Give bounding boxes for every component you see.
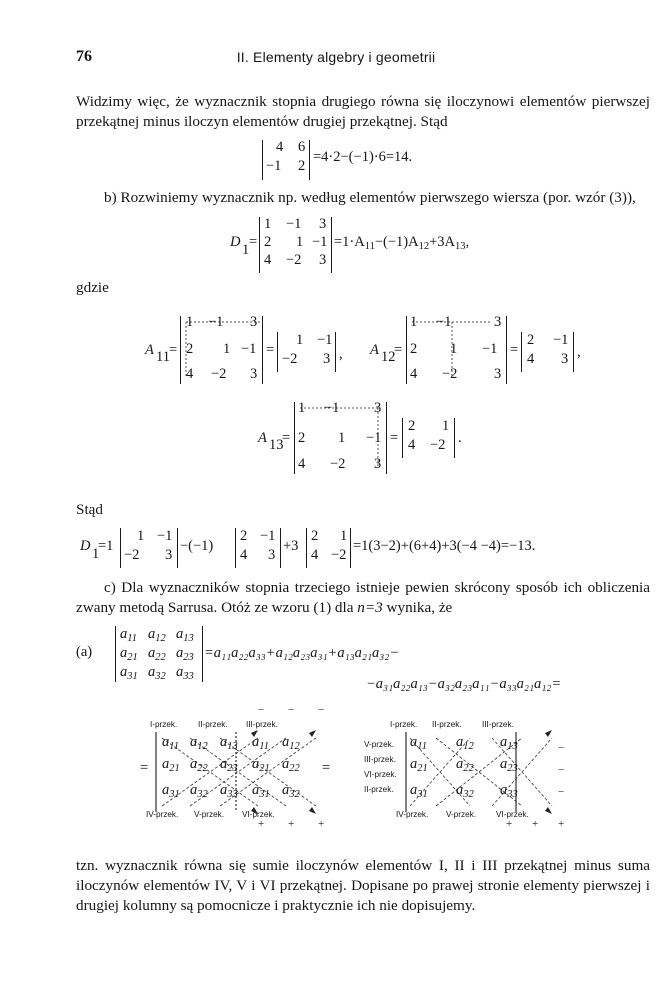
equals-sign: = [322,760,331,776]
part-c-text: c) Dla wyznaczników stopnia trzeciego istnieje pewien skrócony sposób ich obliczenia zwany metodą Sarrusa. Otóż ze wzoru (1) dla [76,579,650,616]
matrix-cell: −1 [436,314,452,330]
coef: +3 [283,538,299,554]
matrix-cell: 1 [296,332,304,348]
sarrus-cell: $a_{11}$ [252,734,269,752]
matrix-cell: 1 [264,216,272,232]
matrix-cell: 1 [137,528,145,544]
equation-label: (a) [76,644,93,660]
sarrus-cell: $a_{11}$ [410,734,427,752]
intro-rhs: =4·2−(−1)·6=14. [313,149,413,165]
minor-label: A [145,342,154,358]
det-bar-left [306,528,307,568]
sarrus-cell: $a_{33}$ [220,782,238,800]
sarrus-cell: $a_{13}$ [500,734,518,752]
matrix-cell: −1 [266,158,282,174]
matrix-cell: 1 [340,528,348,544]
det-bar-left [259,217,260,273]
matrix-cell: −2 [124,547,140,563]
matrix-cell: −1 [312,234,328,250]
d1-subscript: 1 [92,546,100,562]
sarrus-cell: $a_{23}$ [220,756,238,774]
matrix-cell: −1 [260,528,276,544]
diagonal-label: V-przek. [194,810,225,819]
rhs-term: , [465,234,470,250]
matrix-cell: $a_{13}$ [176,626,194,644]
equals-sign: = [249,234,258,250]
d1-symbol: D [80,538,91,554]
minor-label: A [258,430,267,446]
formula-line-1: =a₁₁a₂₂a₃₃+a₁₂a₂₃a₃₁+a₁₃a₂₁a₃₂− [204,645,400,661]
matrix-cell: $a_{12}$ [148,626,166,644]
matrix-cell: −1 [157,528,173,544]
matrix-cell: −2 [430,437,446,453]
sarrus-cell: $a_{21}$ [162,756,180,774]
matrix-cell: 1 [410,314,418,330]
minor-tail: , [577,344,581,360]
matrix-cell: 4 [311,547,319,563]
diagonal-label: VI-przek. [242,810,275,819]
plus-sign: + [532,818,539,830]
matrix-cell: 6 [298,139,306,155]
diagonal-label: I-przek. [390,720,418,729]
det-bar-right [309,140,310,180]
matrix-cell: −1 [317,332,333,348]
matrix-cell: 2 [408,418,416,434]
matrix-cell: −1 [366,430,382,446]
matrix-cell: $a_{33}$ [176,664,194,682]
page-header [0,48,672,70]
sarrus-cell: $a_{23}$ [500,756,518,774]
equals-sign: = [282,430,291,446]
gdzie-word: gdzie [76,279,109,296]
matrix-cell: 1 [296,234,304,250]
intro-paragraph: Widzimy więc, że wyznacznik stopnia drugiego równa się iloczynowi elementów pierwszej przekątnej minus iloczyn elementów drugiej przekątnej. Stąd [76,93,650,130]
det-bar-right [506,316,507,384]
det-bar-left [402,418,403,458]
matrix-cell: −1 [553,332,569,348]
matrix-cell: 4 [264,252,272,268]
matrix-cell: $a_{32}$ [148,664,166,682]
det-bar-left [277,332,278,372]
matrix-cell: 4 [240,547,248,563]
matrix-cell: −2 [442,366,458,382]
matrix-cell: $a_{31}$ [120,664,138,682]
sarrus-cell: $a_{33}$ [500,782,518,800]
matrix-cell: 3 [319,216,327,232]
matrix-cell: −1 [241,341,257,357]
matrix-cell: 4 [186,366,194,382]
d1-subscript: 1 [242,242,250,258]
plus-sign: + [318,818,325,830]
det-bar-right [350,528,351,568]
plus-sign: + [258,818,265,830]
matrix-cell: 1 [450,341,458,357]
part-c-paragraph [76,578,650,618]
intro-equation [262,136,502,182]
diagonal-label: IV-przek. [146,810,179,819]
sarrus-cell: $a_{31}$ [252,782,270,800]
rhs-term: =1·A [334,234,365,250]
sarrus-cell: $a_{12}$ [456,734,474,752]
matrix-cell: 3 [374,400,382,416]
sarrus-cell: $a_{12}$ [190,734,208,752]
matrix-cell: $a_{23}$ [176,645,194,663]
coef: =1 [98,538,114,554]
matrix-cell: 4 [298,456,306,472]
minor-a12 [370,314,600,386]
running-title: II. Elementy algebry i geometrii [236,49,436,65]
det-bar-right [331,217,332,273]
formula-line-2: −a₃₁a₂₂a₁₃−a₃₂a₂₃a₁₁−a₃₃a₂₁a₁₂= [366,676,562,692]
minor-subscript: 13 [269,437,284,453]
sarrus-cell: $a_{32}$ [190,782,208,800]
matrix-cell: −2 [286,252,302,268]
matrix-cell: −1 [324,400,340,416]
minor-tail: , [339,346,343,362]
matrix-cell: 3 [494,366,502,382]
sarrus-diagram [140,704,580,834]
d1-rhs [334,234,469,252]
matrix-cell: 2 [240,528,248,544]
equals-sign: = [510,342,519,358]
matrix-cell: 2 [410,341,418,357]
rhs-sub: 12 [418,241,430,252]
sarrus-formula [76,624,656,700]
det-bar-right [202,626,203,682]
det-bar-left [262,140,263,180]
sarrus-cell: $a_{22}$ [282,756,300,774]
diagonal-label: VI-przek. [496,810,529,819]
matrix-cell: 3 [250,366,258,382]
sarrus-cell: $a_{32}$ [456,782,474,800]
det-bar-right [280,528,281,568]
matrix-cell: 1 [442,418,450,434]
matrix-cell: 1 [223,341,231,357]
matrix-cell: 4 [410,366,418,382]
n-equals: n=3 [357,599,383,616]
matrix-cell: 4 [408,437,416,453]
det-bar-right [386,402,387,474]
diagonal-label: I-przek. [150,720,178,729]
matrix-cell: 3 [319,252,327,268]
matrix-cell: $a_{11}$ [120,626,137,644]
part-b-paragraph: b) Rozwiniemy wyznacznik np. według elementów pierwszego wiersza (por. wzór (3)), [104,189,636,206]
rhs-sub: 11 [364,241,375,252]
diagonal-label: III-przek. [364,755,396,764]
det-bar-left [235,528,236,568]
diagonal-label: II-przek. [198,720,228,729]
det-bar-right [454,418,455,458]
page-number: 76 [76,48,92,65]
matrix-cell: 3 [561,351,569,367]
matrix-cell: $a_{21}$ [120,645,138,663]
equals-sign: = [266,342,275,358]
matrix-cell: −1 [286,216,302,232]
det-bar-left [115,626,116,682]
plus-sign: + [558,818,565,830]
diagonal-label: V-przek. [364,740,395,749]
equals-sign: = [169,342,178,358]
diagonal-label: VI-przek. [364,770,397,779]
diagonal-label: V-przek. [446,810,477,819]
equals-sign: = [390,430,399,446]
matrix-cell: −1 [482,341,498,357]
matrix-cell: −2 [282,351,298,367]
stad-word: Stąd [76,501,104,518]
minor-subscript: 11 [156,349,170,365]
matrix-cell: −1 [208,314,224,330]
matrix-cell: 2 [311,528,319,544]
minor-tail: . [458,430,462,446]
matrix-cell: 3 [268,547,276,563]
sarrus-cell: $a_{31}$ [162,782,180,800]
sarrus-cell: $a_{31}$ [410,782,428,800]
sarrus-cell: $a_{22}$ [190,756,208,774]
matrix-cell: 2 [298,158,306,174]
matrix-cell: −2 [211,366,227,382]
matrix-cell: 2 [186,341,194,357]
minus-sign: − [558,786,565,798]
sarrus-cell: $a_{21}$ [252,756,270,774]
diagonal-label: III-przek. [482,720,514,729]
matrix-cell: −2 [331,547,347,563]
rhs-term: +3A [429,234,455,250]
d1-equation [230,214,530,274]
part-c-text-end: wynika, że [382,599,453,616]
matrix-cell: $a_{22}$ [148,645,166,663]
minor-a11 [145,314,345,386]
minor-a13 [258,400,488,476]
minus-sign: − [288,704,295,716]
matrix-cell: 4 [276,139,284,155]
det-bar-right [262,316,263,384]
sarrus-cell: $a_{12}$ [282,734,300,752]
rhs-term: −(−1)A [374,234,419,250]
det-bar-left [521,332,522,372]
minus-sign: − [558,764,565,776]
stad-equation [80,524,660,572]
matrix-cell: 1 [298,400,306,416]
conclusion-paragraph: tzn. wyznacznik równa się sumie iloczynów elementów I, II i III przekątnej minus suma iloczynów elementów IV, V i VI przekątnej. Dopisane po prawej stronie elementy pierwszej i drugiej kolumny są pomocnicze i praktycznie ich nie dopisujemy. [76,857,650,914]
sarrus-cell: $a_{11}$ [162,734,179,752]
matrix-cell: 2 [264,234,272,250]
sarrus-cell: $a_{22}$ [456,756,474,774]
diagonal-label: II-przek. [364,785,394,794]
matrix-cell: 2 [527,332,535,348]
minor-subscript: 12 [381,349,396,365]
minus-sign: − [318,704,325,716]
diagonal-label: III-przek. [246,720,278,729]
coef: −(−1) [180,538,214,554]
minus-sign: − [258,704,265,716]
plus-sign: + [506,818,513,830]
d1-symbol: D [230,234,241,250]
rhs-sub: 13 [455,241,466,252]
det-bar-left [120,528,121,568]
stad-rhs: =1(3−2)+(6+4)+3(−4 −4)=−13. [353,538,536,554]
matrix-cell: 1 [186,314,194,330]
matrix-cell: −2 [330,456,346,472]
matrix-cell: 1 [338,430,346,446]
matrix-cell: 3 [494,314,502,330]
equals-sign: = [140,760,149,776]
diagonal-label: II-przek. [432,720,462,729]
det-bar-right [573,332,574,372]
diagonal-label: IV-przek. [396,810,429,819]
matrix-cell: 4 [527,351,535,367]
det-bar-right [335,332,336,372]
sarrus-cell: $a_{21}$ [410,756,428,774]
minus-sign: − [558,742,565,754]
matrix-cell: 3 [165,547,173,563]
det-bar-right [177,528,178,568]
equals-sign: = [394,342,403,358]
sarrus-cell: $a_{13}$ [220,734,238,752]
matrix-cell: 3 [323,351,331,367]
sarrus-cell: $a_{32}$ [282,782,300,800]
matrix-cell: 3 [250,314,258,330]
plus-sign: + [288,818,295,830]
matrix-cell: 3 [374,456,382,472]
minor-label: A [370,342,379,358]
matrix-cell: 2 [298,430,306,446]
